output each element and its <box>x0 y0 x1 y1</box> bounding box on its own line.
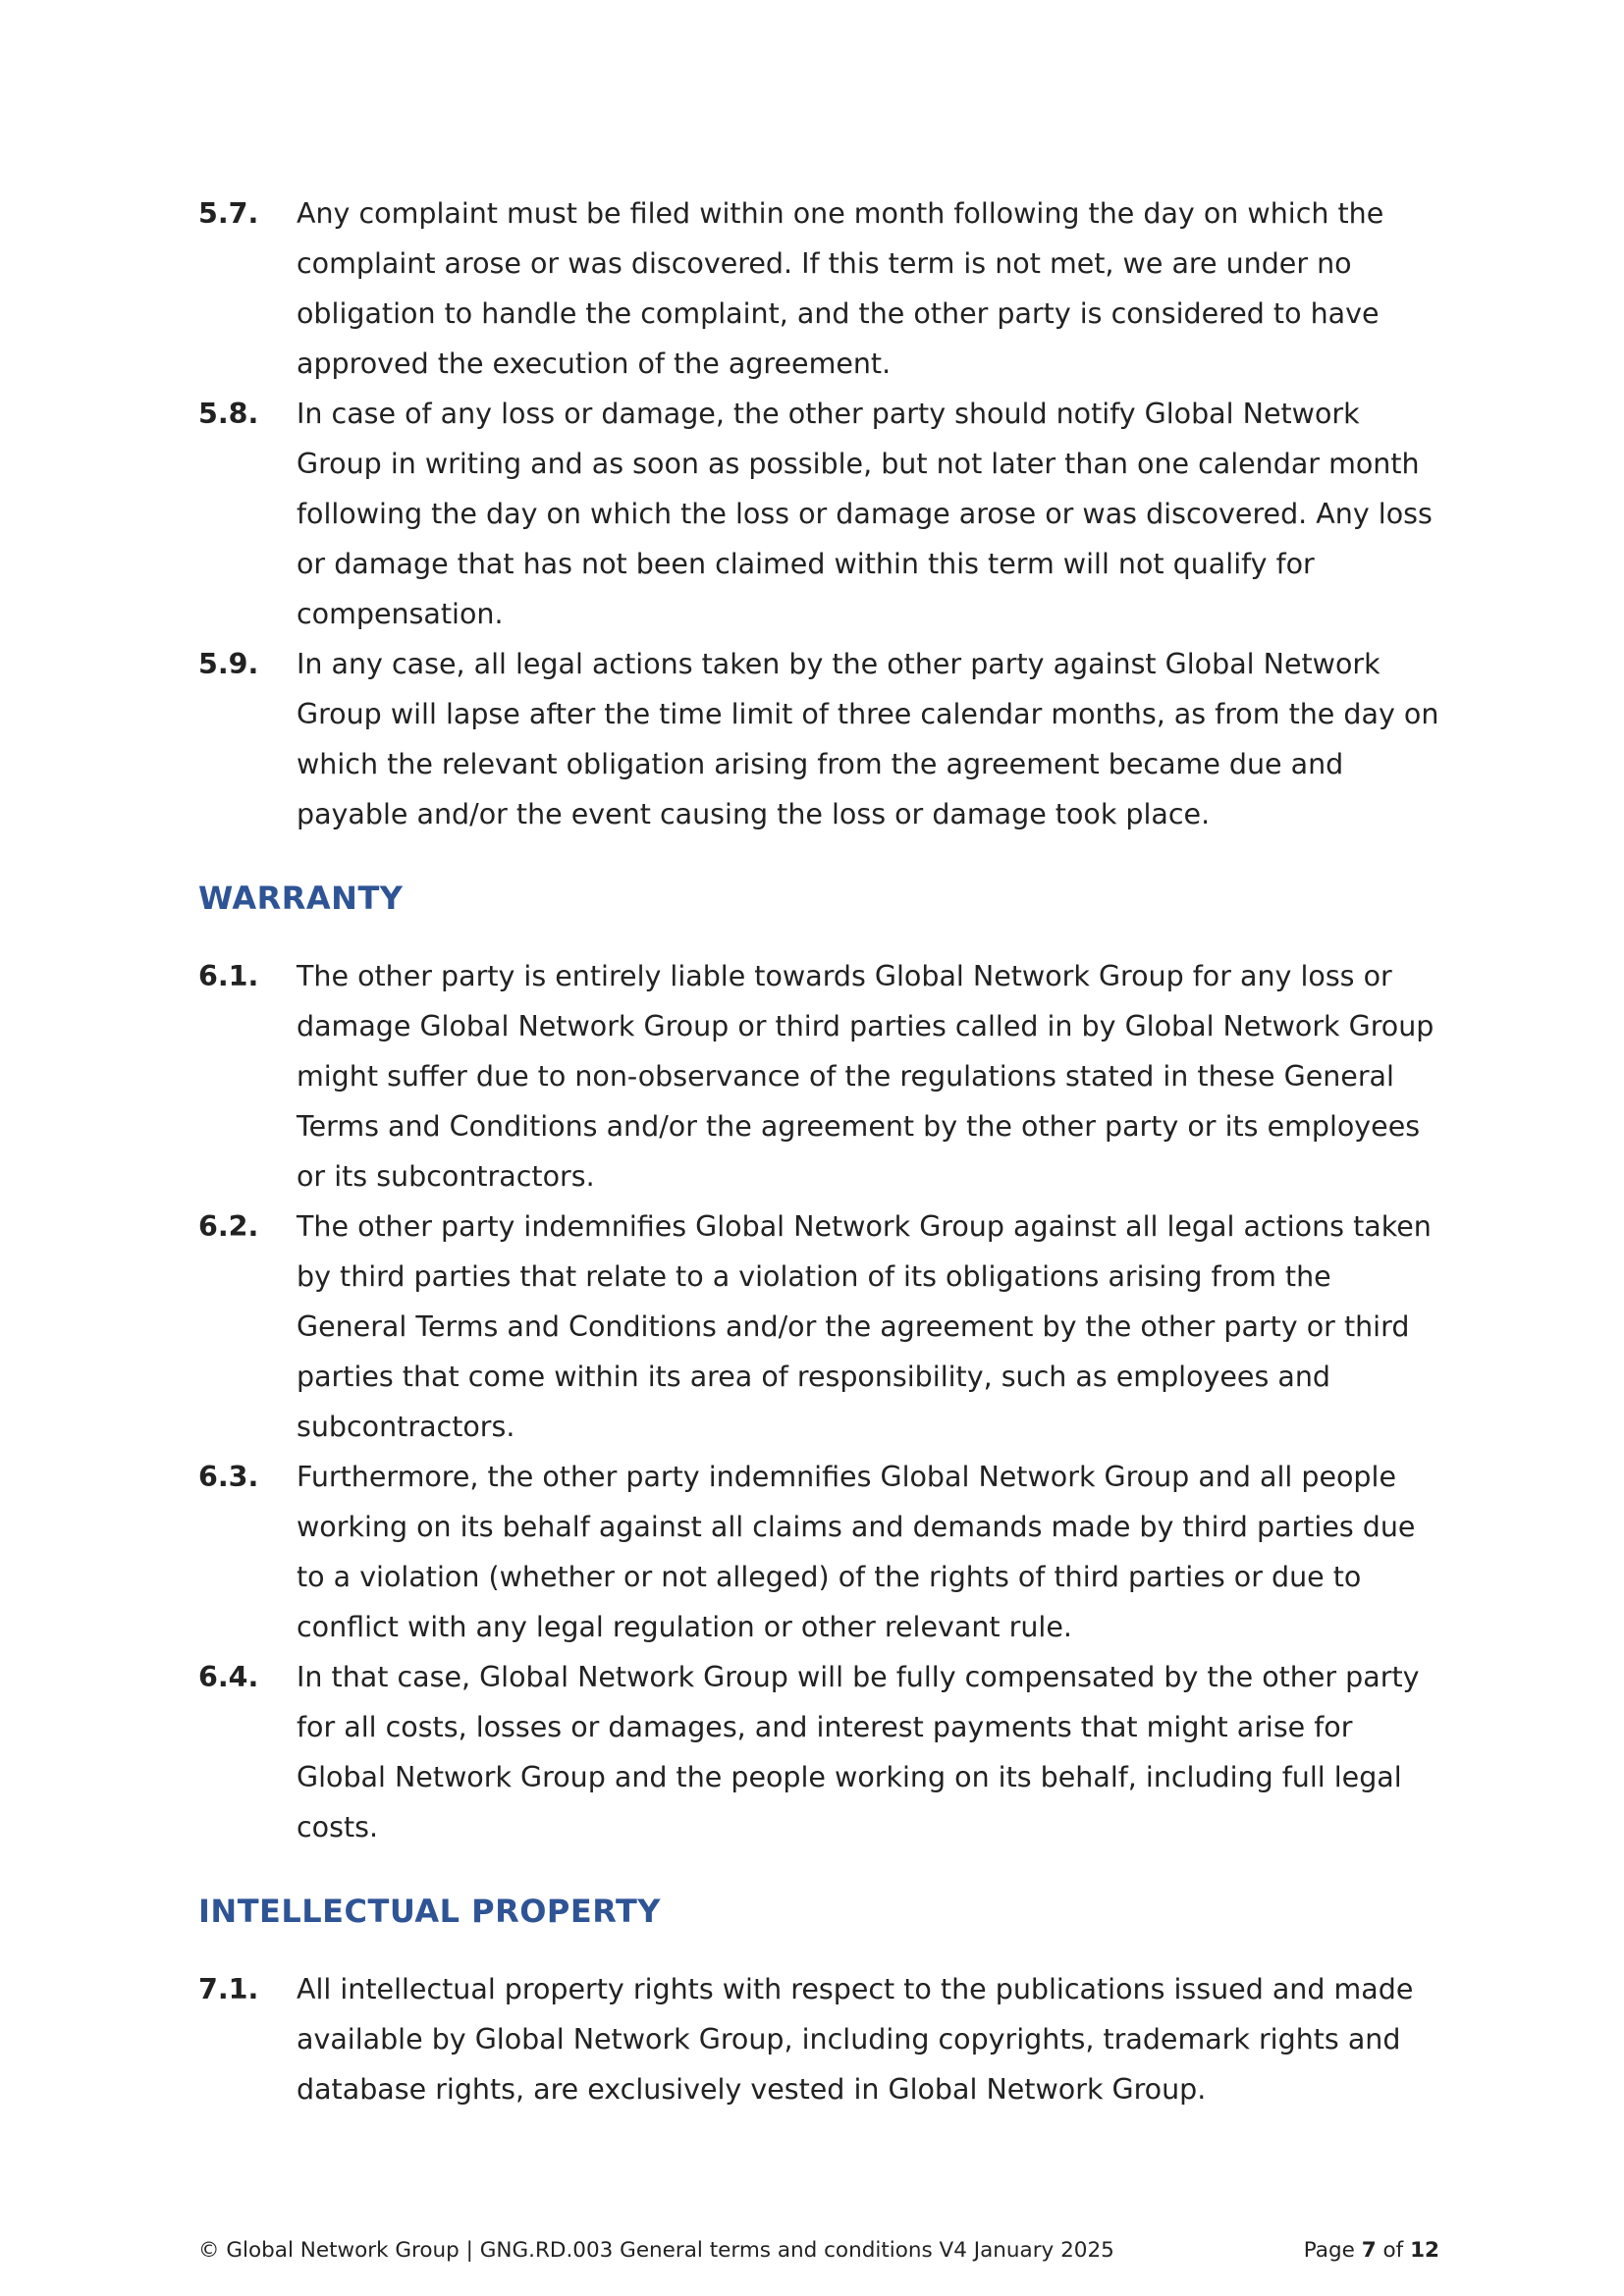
section-heading-intellectual-property: INTELLECTUAL PROPERTY <box>198 1893 661 1930</box>
page-total: 12 <box>1410 2238 1439 2263</box>
clause-number: 6.4. <box>198 1661 259 1693</box>
clause-text: The other party is entirely liable towards Global Network Group for any loss or damage Global Network Group or third parties called in by Global Network Group might suffer due to non-observance of the regulations stated in these General Terms and Conditions and/or the agreement by the other party or its employees or its subcontractors. <box>297 960 1435 1193</box>
page-number <box>1304 2238 1439 2263</box>
clause-text: In that case, Global Network Group will be fully compensated by the other party for all costs, losses or damages, and interest payments that might arise for Global Network Group and the people working on its behalf, including full legal costs. <box>297 1661 1420 1843</box>
clause-number: 6.2. <box>198 1210 259 1243</box>
clause-number: 5.8. <box>198 398 259 430</box>
document-body <box>198 188 1445 2114</box>
clause-number: 6.1. <box>198 960 259 992</box>
section-heading-warranty: WARRANTY <box>198 880 404 917</box>
clause-text: All intellectual property rights with respect to the publications issued and made available by Global Network Group, including copyrights, trademark rights and database rights, are exclusively vested in Global Network Group. <box>297 1973 1414 2106</box>
section-warranty <box>198 879 1445 1852</box>
clause-text: In any case, all legal actions taken by the other party against Global Network Group will lapse after the time limit of three calendar months, as from the day on which the relevant obligation arising from the agreement became due and payable and/or the event causing the loss or damage took place. <box>297 648 1439 830</box>
footer-document-info: © Global Network Group | GNG.RD.003 General terms and conditions V4 January 2025 <box>198 2238 1114 2263</box>
clause-text: The other party indemnifies Global Network Group against all legal actions taken by third parties that relate to a violation of its obligations arising from the General Terms and Conditions and/or the agreement by the other party or third parties that come within its area of responsibility, such as employees and subcontractors. <box>297 1210 1432 1443</box>
clause-text: In case of any loss or damage, the other party should notify Global Network Group in writing and as soon as possible, but not later than one calendar month following the day on which the loss or damage arose or was discovered. Any loss or damage that has not been claimed within this term will not qualify for compensation. <box>297 398 1433 630</box>
page-footer <box>198 2238 1439 2263</box>
section-intellectual-property <box>198 1892 1445 2114</box>
clause-5-9 <box>198 639 1445 839</box>
clause-number: 6.3. <box>198 1461 259 1493</box>
section-complaints <box>198 188 1445 839</box>
clause-7-1 <box>198 1964 1445 2114</box>
page-of: of <box>1382 2238 1404 2263</box>
clause-number: 7.1. <box>198 1973 259 2005</box>
clause-5-7 <box>198 188 1445 389</box>
page-current: 7 <box>1361 2238 1377 2263</box>
clause-6-1 <box>198 951 1445 1201</box>
page-label: Page <box>1303 2238 1355 2263</box>
clause-text: Any complaint must be filed within one month following the day on which the complaint arose or was discovered. If this term is not met, we are under no obligation to handle the complaint, and the other party is considered to have approved the execution of the agreement. <box>297 197 1384 380</box>
clause-number: 5.9. <box>198 648 259 680</box>
clause-number: 5.7. <box>198 197 259 230</box>
clause-text: Furthermore, the other party indemnifies Global Network Group and all people working on its behalf against all claims and demands made by third parties due to a violation (whether or not alleged) of the rights of third parties or due to conflict with any legal regulation or other relevant rule. <box>297 1461 1416 1643</box>
clause-6-3 <box>198 1452 1445 1652</box>
clause-5-8 <box>198 389 1445 639</box>
clause-6-4 <box>198 1652 1445 1852</box>
clause-6-2 <box>198 1201 1445 1452</box>
